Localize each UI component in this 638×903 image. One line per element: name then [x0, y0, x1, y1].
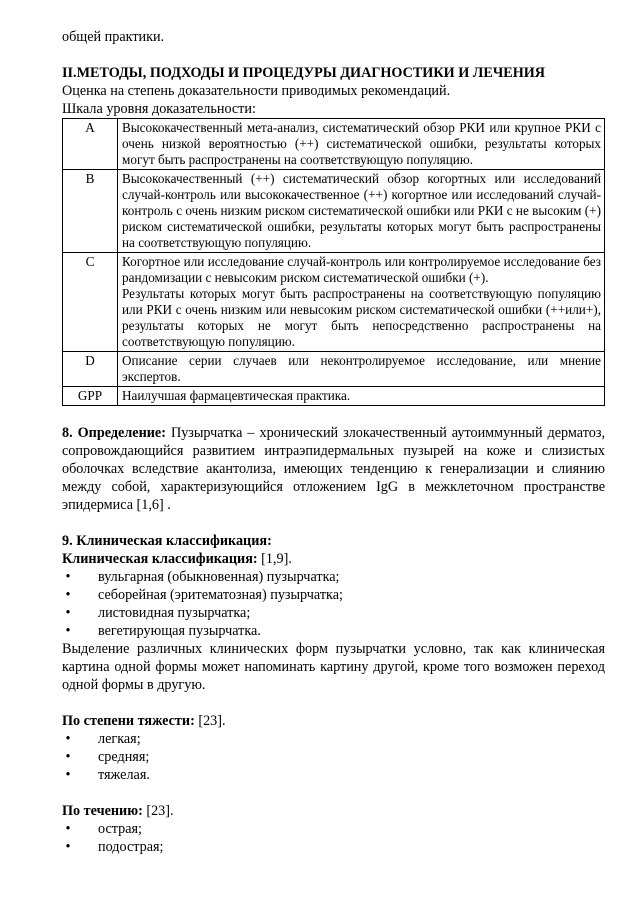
definition-label: 8. Определение: [62, 425, 166, 441]
classification-list [62, 568, 605, 640]
severity-list [62, 730, 605, 784]
description-cell [118, 253, 605, 352]
description-cell: Высококачественный мета-анализ, систематический обзор РКИ или крупное РКИ с очень низкой вероятностью (++) систематической ошибки, результаты которых могут быть распространены на соответствующую популяцию. [118, 119, 605, 170]
level-cell: A [63, 119, 118, 170]
top-line: общей практики. [62, 29, 165, 45]
list-item [62, 568, 605, 586]
evidence-intro: Оценка на степень доказательности приводимых рекомендаций. [62, 83, 451, 99]
table-row [63, 119, 605, 170]
course-list [62, 820, 605, 856]
document-page [62, 28, 605, 856]
description-cell: Описание серии случаев или неконтролируемое исследование, или мнение экспертов. [118, 352, 605, 387]
bullet-icon: • [65, 749, 71, 765]
list-item-text: средняя; [98, 749, 150, 765]
bullet-icon: • [65, 569, 71, 585]
bullet-icon: • [65, 587, 71, 603]
classification-sub-label: Клиническая классификация: [62, 551, 258, 567]
section-title: II.МЕТОДЫ, ПОДХОДЫ И ПРОЦЕДУРЫ ДИАГНОСТИКИ И ЛЕЧЕНИЯ [62, 65, 546, 81]
list-item [62, 820, 605, 838]
list-item [62, 730, 605, 748]
list-item [62, 748, 605, 766]
list-item-text: легкая; [98, 731, 141, 747]
table-row [63, 253, 605, 352]
classification-note: Выделение различных клинических форм пузырчатки условно, так как клиническая картина одной формы может напоминать картину другой, кроме того возможен переход одной формы в другую. [62, 641, 605, 693]
classification-subheading [62, 550, 605, 568]
list-item [62, 766, 605, 784]
table-row [63, 387, 605, 406]
bullet-icon: • [65, 767, 71, 783]
list-item [62, 838, 605, 856]
list-item-text: подострая; [98, 839, 164, 855]
definition-text: Пузырчатка – хронический злокачественный аутоиммунный дерматоз, сопровождающийся развитием интраэпидермальных пузырей на коже и слизистых оболочках вследствие акантолиза, имеющих тенденцию к генерализации и слиянию между собой, характеризующийся отложением IgG в межклеточном пространстве эпидермиса [1,6] . [62, 425, 605, 513]
course-heading [62, 802, 605, 820]
bullet-icon: • [65, 605, 71, 621]
level-cell: D [63, 352, 118, 387]
course-label: По течению: [62, 803, 143, 819]
level-cell: B [63, 170, 118, 253]
level-cell: C [63, 253, 118, 352]
description-cell: Наилучшая фармацевтическая практика. [118, 387, 605, 406]
course-ref: [23]. [142, 803, 174, 819]
scale-label: Шкала уровня доказательности: [62, 101, 256, 117]
table-row [63, 170, 605, 253]
list-item [62, 604, 605, 622]
bullet-icon: • [65, 623, 71, 639]
classification-heading: 9. Клиническая классификация: [62, 533, 272, 549]
bullet-icon: • [65, 731, 71, 747]
table-row [63, 352, 605, 387]
description-cell: Высококачественный (++) систематический обзор когортных или исследований случай-контроль или высококачественное (++) когортное или исследований случай-контроль с очень низким риском систематической ошибки или РКИ с не высоким (+) риском систематической ошибки, результаты которых могут быть распространены на соответствующую популяцию. [118, 170, 605, 253]
severity-label: По степени тяжести: [62, 713, 195, 729]
list-item-text: листовидная пузырчатка; [98, 605, 251, 621]
list-item-text: острая; [98, 821, 142, 837]
bullet-icon: • [65, 821, 71, 837]
list-item-text: себорейная (эритематозная) пузырчатка; [98, 587, 343, 603]
evidence-table [62, 118, 605, 406]
definition-paragraph [62, 424, 605, 514]
list-item [62, 622, 605, 640]
description-part: Когортное или исследование случай-контроль или контролируемое исследование без рандомизации с невысоким риском систематической ошибки (+). [122, 254, 601, 285]
severity-heading [62, 712, 605, 730]
classification-ref: [1,9]. [257, 551, 292, 567]
list-item-text: тяжелая. [98, 767, 150, 783]
list-item [62, 586, 605, 604]
list-item-text: вегетирующая пузырчатка. [98, 623, 261, 639]
severity-ref: [23]. [194, 713, 226, 729]
bullet-icon: • [65, 839, 71, 855]
list-item-text: вульгарная (обыкновенная) пузырчатка; [98, 569, 340, 585]
description-part: Результаты которых могут быть распространены на соответствующую популяцию или РКИ с очень низким или невысоким риском систематической ошибки (++или+), результаты которых не могут быть непосредственно распространены на соответствующую популяцию. [122, 286, 601, 349]
level-cell: GPP [63, 387, 118, 406]
spacer [62, 46, 605, 64]
